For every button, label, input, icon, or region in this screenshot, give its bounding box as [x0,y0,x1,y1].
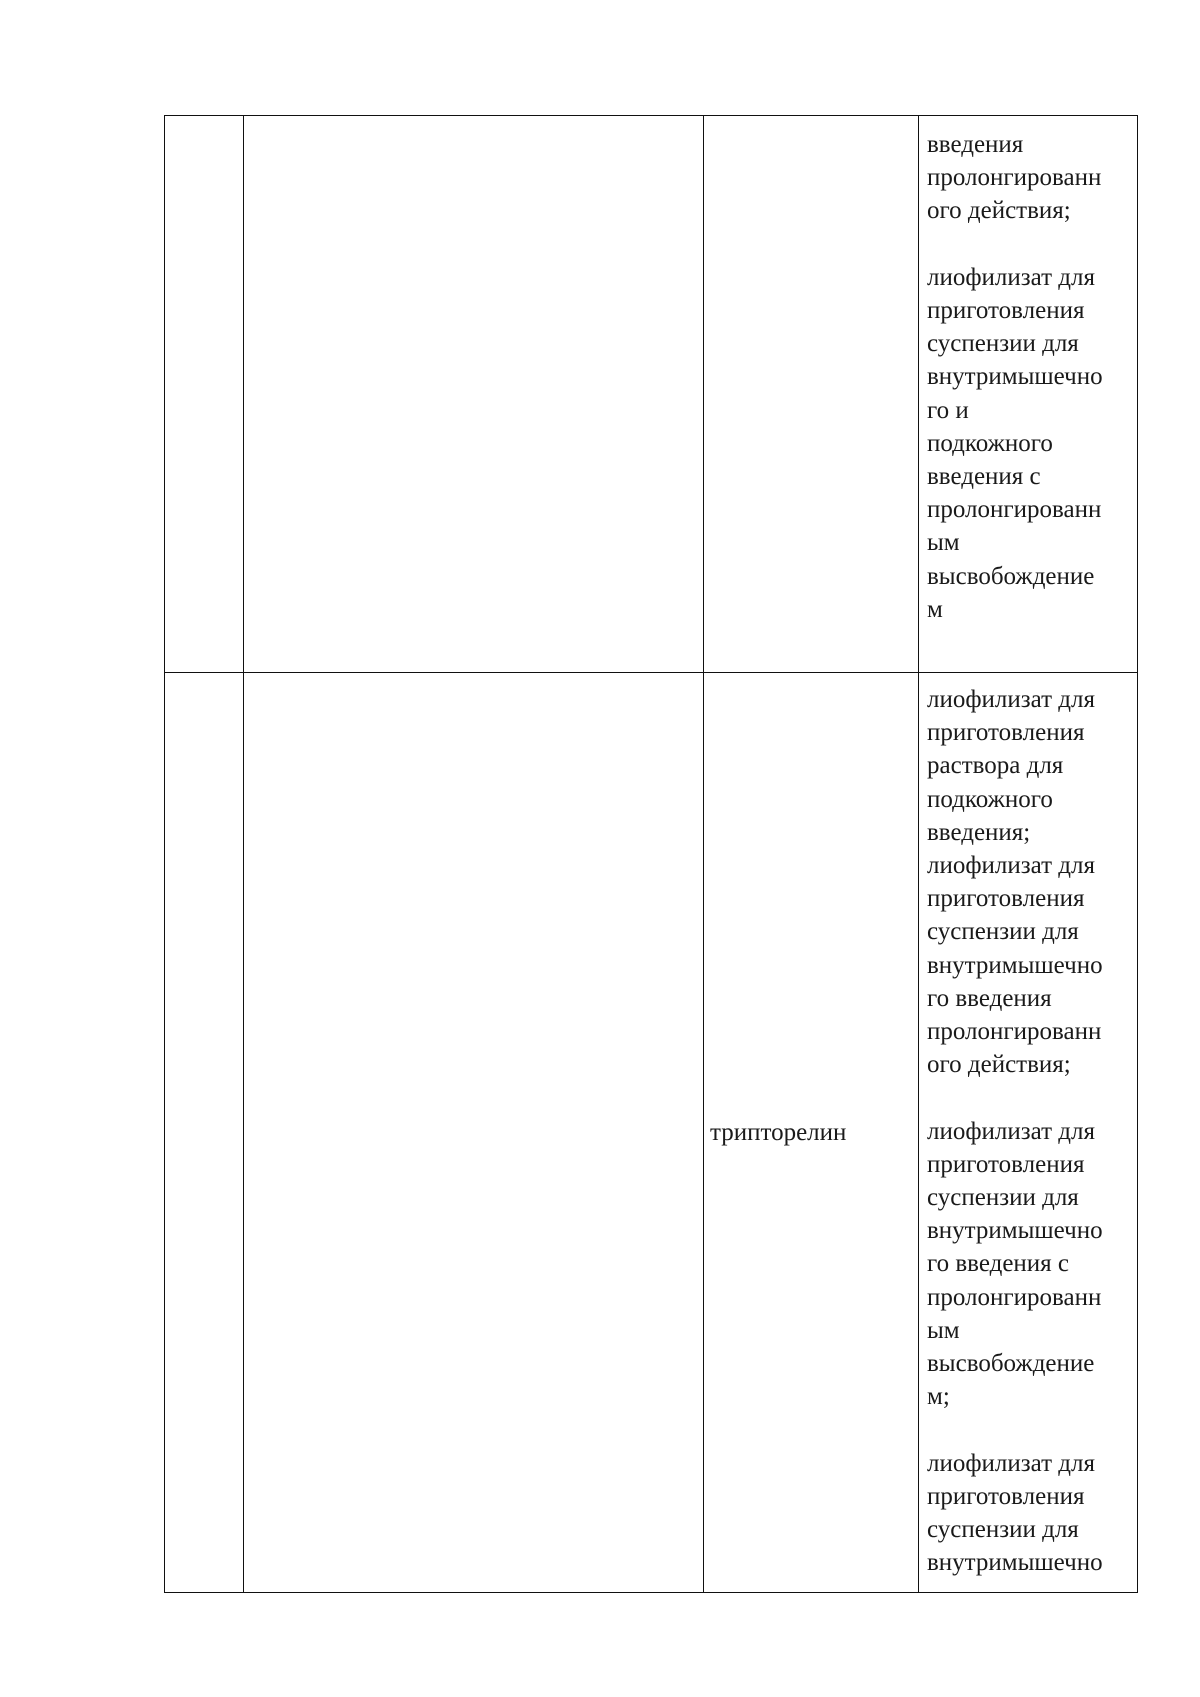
dosage-form-line: введения с [927,463,1041,491]
dosage-form-entry [927,1447,1137,1580]
inn-cell [704,673,919,1593]
dosage-form-line: пролонгированн [927,164,1102,192]
medication-table [164,115,1138,1593]
table-row [165,673,1138,1593]
dosage-form-line: ым [927,1316,960,1344]
paragraph-gap [927,1413,1137,1446]
dosage-form-line: го введения с [927,1250,1070,1278]
dosage-form-line: го и [927,396,969,424]
dosage-form-line: лиофилизат для [927,852,1095,880]
dosage-forms-cell [919,116,1138,673]
dosage-form-line: введения; [927,818,1031,846]
dosage-form-line: приготовления [927,719,1085,747]
dosage-form-line: высвобождение [927,1350,1095,1378]
group-cell [244,673,704,1593]
dosage-form-line: ого действия; [927,197,1071,225]
dosage-form-line: м [927,595,943,623]
dosage-form-line: внутримышечно [927,363,1103,391]
dosage-form-line: пролонгированн [927,1018,1102,1046]
dosage-form-line: приготовления [927,297,1085,324]
table-row [165,116,1138,673]
inn-name: трипторелин [710,1118,847,1146]
dosage-form-line: суспензии для [927,330,1079,358]
dosage-form-entry [927,128,1137,228]
dosage-form-line: пролонгированн [927,1283,1102,1311]
dosage-form-line: го введения [927,984,1052,1012]
dosage-form-line: внутримышечно [927,1549,1103,1577]
dosage-form-line: приготовления [927,1150,1085,1178]
dosage-form-entry [927,1115,1137,1414]
dosage-form-entry [927,261,1137,626]
row-number-cell [165,673,244,1593]
dosage-form-line: высвобождение [927,562,1095,590]
dosage-form-line: лиофилизат для [927,263,1095,291]
dosage-form-line: внутримышечно [927,1217,1103,1245]
dosage-form-line: суспензии для [927,1184,1079,1212]
dosage-form-line: м; [927,1383,950,1411]
dosage-form-line: ого действия; [927,1051,1071,1079]
dosage-form-line: подкожного [927,429,1053,457]
dosage-form-line: приготовления [927,1482,1085,1510]
dosage-form-line: введения [927,131,1024,158]
dosage-form-line: суспензии для [927,1516,1079,1544]
dosage-form-line: лиофилизат для [927,1449,1095,1477]
paragraph-gap [927,1081,1137,1114]
group-cell [244,116,704,673]
paragraph-gap [927,228,1137,261]
dosage-form-line: приготовления [927,885,1085,913]
dosage-form-line: лиофилизат для [927,686,1095,713]
row-number-cell [165,116,244,673]
inn-cell [704,116,919,673]
dosage-form-line: раствора для [927,752,1064,780]
dosage-form-line: пролонгированн [927,496,1102,524]
dosage-form-line: ым [927,529,960,557]
dosage-form-line: суспензии для [927,918,1079,946]
dosage-form-line: внутримышечно [927,951,1103,979]
dosage-form-line: лиофилизат для [927,1117,1095,1145]
dosage-form-entry [927,683,1137,1081]
dosage-form-line: подкожного [927,785,1053,813]
dosage-forms-cell [919,673,1138,1593]
